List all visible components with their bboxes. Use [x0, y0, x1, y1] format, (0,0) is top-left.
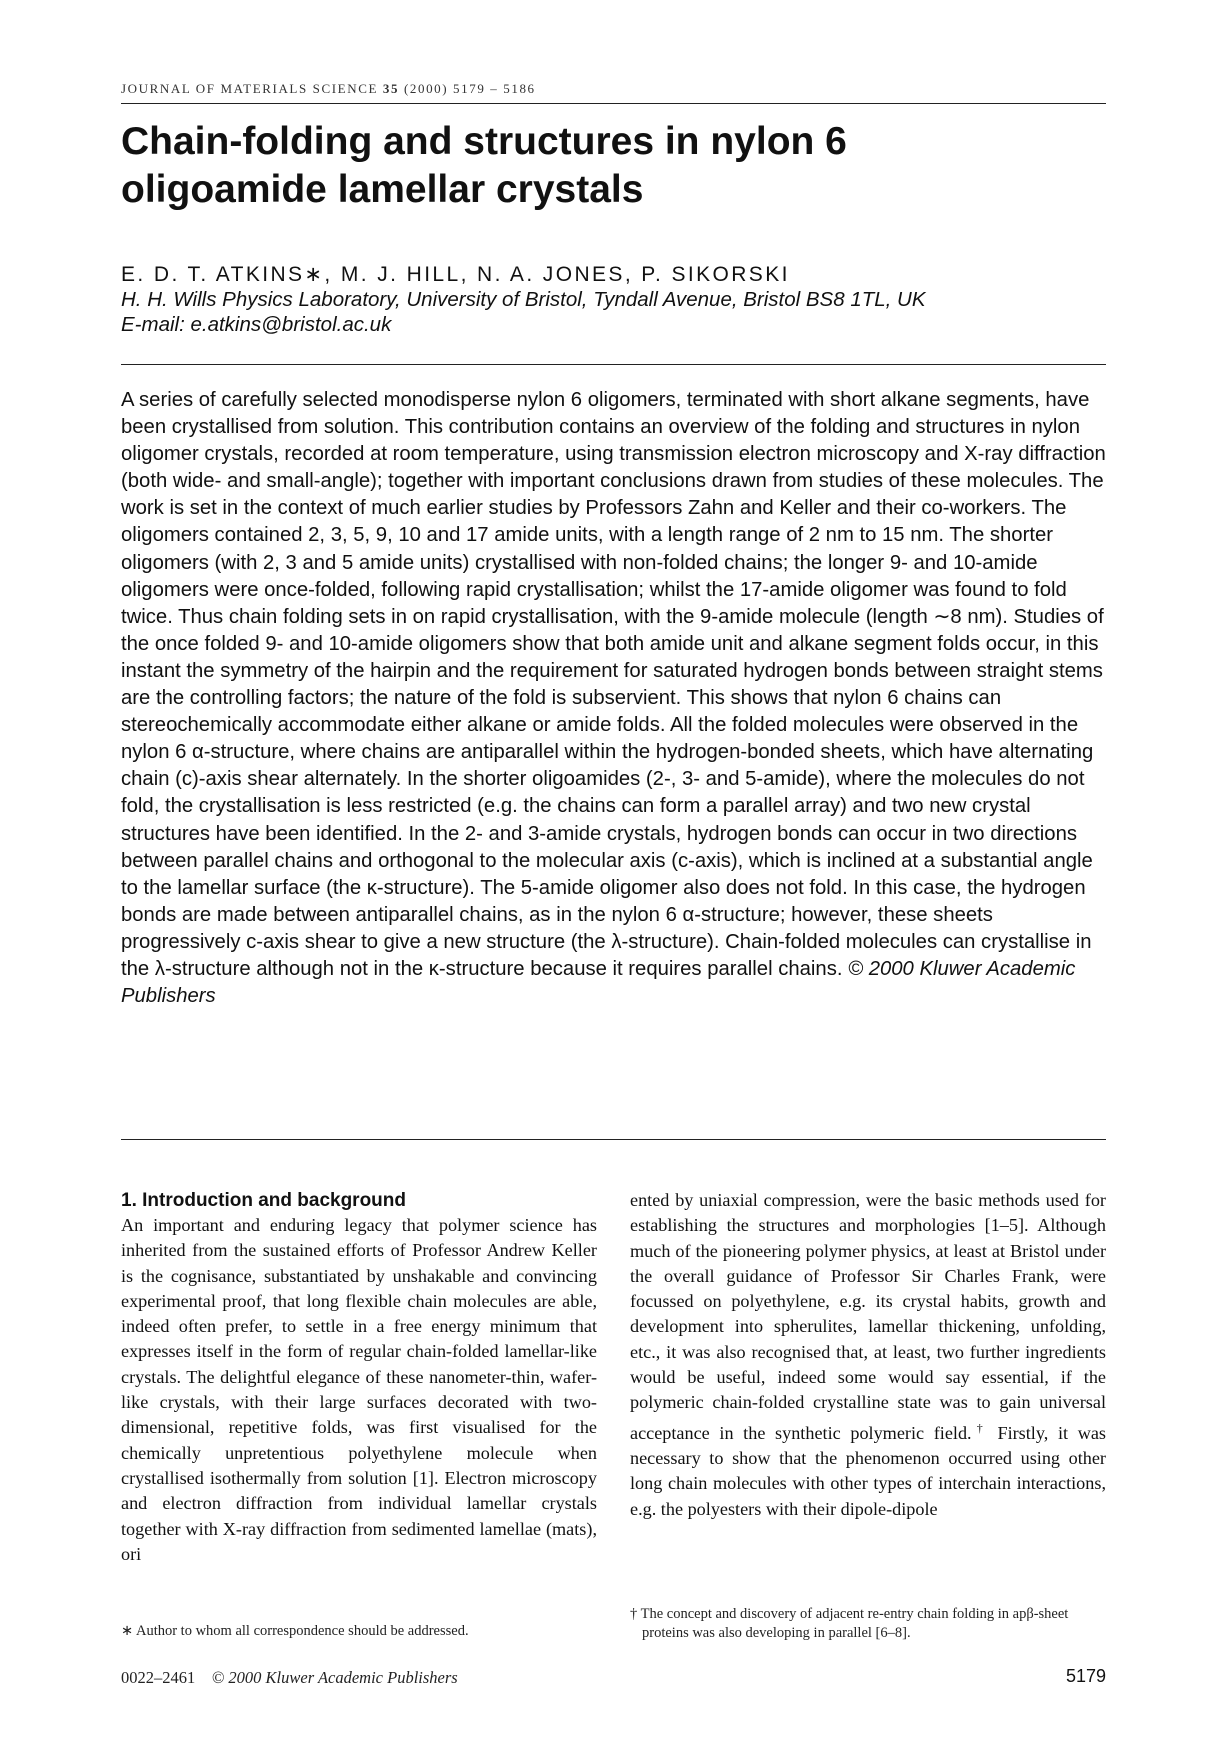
body-text-after-note: Firstly, it was necessary to show that the phenomenon occurred using other long chain molecules with other types of interchain interactions, e.g. the polyesters with their dipole-dipole [630, 1422, 1107, 1519]
footnote-dagger: † The concept and discovery of adjacent re-entry chain folding in apβ-sheet proteins was also developing in parallel [6–8]. [630, 1606, 1069, 1641]
abstract-bottom-divider [121, 1139, 1106, 1140]
page-number: 5179 [1065, 1666, 1106, 1686]
body-text-before-note: ented by uniaxial compression, were the basic methods used for establishing the structures and morphologies [1–5]. Although much of the pioneering polymer physics, at least at Bristol under the overall guidance of Professor Sir Charles Frank, were focussed on polyethylene, e.g. its crystal habits, growth and development into spherulites, lamellar thickening, unfolding, etc., it was also recognised that, at least, two further ingredients would be useful, indeed some would say essential, if the polymeric chain-folded crystalline state was to gain universal acceptance in the synthetic polymeric field. [630, 1190, 1106, 1443]
abstract-text: A series of carefully selected monodisperse nylon 6 oligomers, terminated with short alkane segments, have been crystallised from solution. This contribution contains an overview of the folding and structures in nylon oligomer crystals, recorded at room temperature, using transmission electron microscopy and X-ray diffraction (both wide- and small-angle); together with important conclusions drawn from studies of these molecules. The work is set in the context of much earlier studies by Professors Zahn and Keller and their co-workers. The oligomers contained 2, 3, 5, 9, 10 and 17 amide units, with a length range of 2 nm to 15 nm. The shorter oligomers (with 2, 3 and 5 amide units) crystallised with non-folded chains; the longer 9- and 10-amide oligomers were once-folded, following rapid crystallisation; whilst the 17-amide oligomer was found to fold twice. Thus chain folding sets in on rapid crystallisation, with the 9-amide molecule (length ∼8 nm). Studies of the once folded 9- and 10-amide oligomers show that both amide unit and alkane segment folds occur, in this instant the symmetry of the hairpin and the requirement for saturated hydrogen bonds between straight stems are the controlling factors; the nature of the fold is subservient. This shows that nylon 6 chains can stereochemically accommodate either alkane or amide folds. All the folded molecules were observed in the nylon 6 α-structure, where chains are antiparallel within the hydrogen-bonded sheets, which have alternating chain (c)-axis shear alternately. In the shorter oligoamides (2-, 3- and 5-amide), where the molecules do not fold, the crystallisation is less restricted (e.g. the chains can form a parallel array) and two new crystal structures have been identified. In the 2- and 3-amide crystals, hydrogen bonds can occur in two directions between parallel chains and orthogonal to the molecular axis (c-axis), which is inclined at a substantial angle to the lamellar surface (the κ-structure). The 5-amide oligomer also does not fold. In this case, the hydrogen bonds are made between antiparallel chains, as in the nylon 6 α-structure; however, these sheets progressively c-axis shear to give a new structure (the λ-structure). Chain-folded molecules can crystallise in the λ-structure although not in the κ-structure because it requires parallel chains. [121, 389, 1106, 980]
footnote-corresponding-author: ∗ Author to whom all correspondence should be addressed. [121, 1623, 469, 1639]
section-heading: 1. Introduction and background [121, 1190, 406, 1211]
abstract [121, 387, 1106, 1010]
author-list: E. D. T. ATKINS∗, M. J. HILL, N. A. JONES, P. SIKORSKI [121, 263, 790, 286]
title-line-2: oligoamide lamellar crystals [121, 168, 644, 211]
footnote-mark: † [971, 1420, 988, 1435]
body-paragraph-left: An important and enduring legacy that polymer science has inherited from the sustained efforts of Professor Andrew Keller is the cognisance, substantiated by unshakable and convincing experimental proof, that long flexible chain molecules are able, indeed often prefer, to settle in a free energy minimum that expresses itself in the form of regular chain-folded lamellar-like crystals. The delightful elegance of these nanometer-thin, wafer-like crystals, with their large surfaces decorated with two-dimensional, repetitive folds, was first visualised for the chemically unpretentious polyethylene molecule when crystallised isothermally from solution [1]. Electron microscopy and electron diffraction from individual lamellar crystals together with X-ray diffraction from sedimented lamellae (mats), ori [121, 1215, 597, 1564]
body-column-left [121, 1188, 597, 1567]
author-email: E-mail: e.atkins@bristol.ac.uk [121, 313, 392, 336]
footer-publisher: © 2000 Kluwer Academic Publishers [211, 1668, 458, 1687]
body-column-right [630, 1188, 1106, 1522]
abstract-top-divider [121, 364, 1106, 365]
body-paragraph-right [630, 1188, 1106, 1522]
issn: 0022–2461 [121, 1668, 196, 1687]
paper-title [121, 118, 1106, 214]
author-affiliation: H. H. Wills Physics Laboratory, University of Bristol, Tyndall Avenue, Bristol BS8 1TL, UK [121, 288, 926, 311]
page-footer-left [121, 1668, 458, 1688]
abstract-copyright: © 2000 Kluwer Academic Publishers [121, 957, 1076, 1008]
journal-running-header [121, 81, 1106, 104]
title-line-1: Chain-folding and structures in nylon 6 [121, 120, 847, 163]
journal-volume: 35 [382, 81, 400, 96]
journal-year-pages: (2000) 5179 – 5186 [403, 81, 536, 96]
journal-name: JOURNAL OF MATERIALS SCIENCE [121, 81, 379, 96]
